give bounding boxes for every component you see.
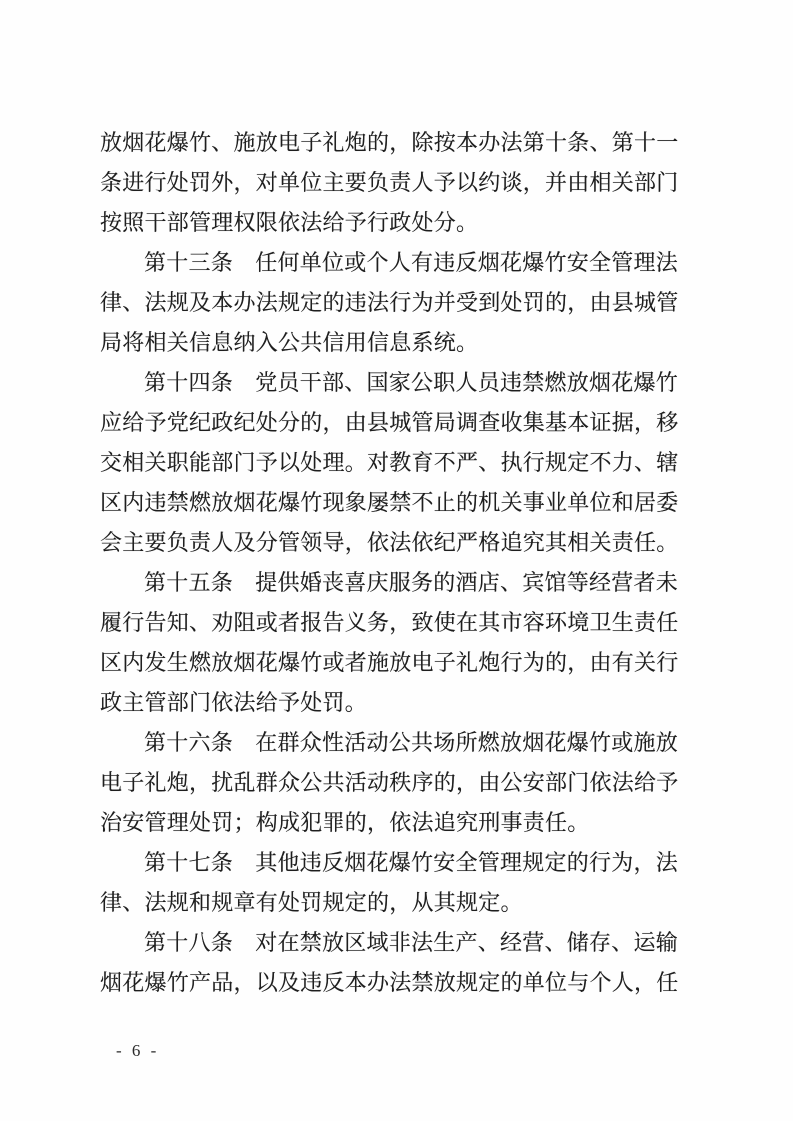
text-line: 律、法规及本办法规定的违法行为并受到处罚的，由县城管 <box>100 290 679 315</box>
text-line: 政主管部门依法给予处罚。 <box>100 690 368 715</box>
text-line: 第十三条 任何单位或个人有违反烟花爆竹安全管理法 <box>144 250 679 275</box>
text-line: 按照干部管理权限依法给予行政处分。 <box>100 210 479 235</box>
page-number: - 6 - <box>116 1041 160 1060</box>
text-body <box>100 123 680 1003</box>
text-line: 应给予党纪政纪处分的，由县城管局调查收集基本证据，移 <box>100 410 679 435</box>
text-line: 烟花爆竹产品，以及违反本办法禁放规定的单位与个人，任 <box>100 970 679 995</box>
paragraph-article-18 <box>100 923 680 1003</box>
paragraph-article-17 <box>100 843 680 923</box>
text-line: 电子礼炮，扰乱群众公共活动秩序的，由公安部门依法给予 <box>100 770 679 795</box>
text-line: 会主要负责人及分管领导，依法依纪严格追究其相关责任。 <box>100 530 679 555</box>
paragraph-article-16 <box>100 723 680 843</box>
text-line: 第十七条 其他违反烟花爆竹安全管理规定的行为，法 <box>144 850 679 875</box>
text-line: 治安管理处罚；构成犯罪的，依法追究刑事责任。 <box>100 810 590 835</box>
text-line: 第十六条 在群众性活动公共场所燃放烟花爆竹或施放 <box>144 730 679 755</box>
text-line: 第十八条 对在禁放区域非法生产、经营、储存、运输 <box>144 930 679 955</box>
text-line: 律、法规和规章有处罚规定的，从其规定。 <box>100 890 523 915</box>
text-line: 条进行处罚外，对单位主要负责人予以约谈，并由相关部门 <box>100 170 679 195</box>
text-line: 区内违禁燃放烟花爆竹现象屡禁不止的机关事业单位和居委 <box>100 490 679 515</box>
text-line: 履行告知、劝阻或者报告义务，致使在其市容环境卫生责任 <box>100 610 679 635</box>
paragraph-continuation <box>100 123 680 243</box>
paragraph-article-13 <box>100 243 680 363</box>
text-line: 放烟花爆竹、施放电子礼炮的，除按本办法第十条、第十一 <box>100 130 679 155</box>
text-line: 第十四条 党员干部、国家公职人员违禁燃放烟花爆竹 <box>144 370 679 395</box>
paragraph-article-15 <box>100 563 680 723</box>
text-line: 区内发生燃放烟花爆竹或者施放电子礼炮行为的，由有关行 <box>100 650 679 675</box>
text-line: 第十五条 提供婚丧喜庆服务的酒店、宾馆等经营者未 <box>144 570 679 595</box>
paragraph-article-14 <box>100 363 680 563</box>
text-line: 局将相关信息纳入公共信用信息系统。 <box>100 330 479 355</box>
text-line: 交相关职能部门予以处理。对教育不严、执行规定不力、辖 <box>100 450 679 475</box>
